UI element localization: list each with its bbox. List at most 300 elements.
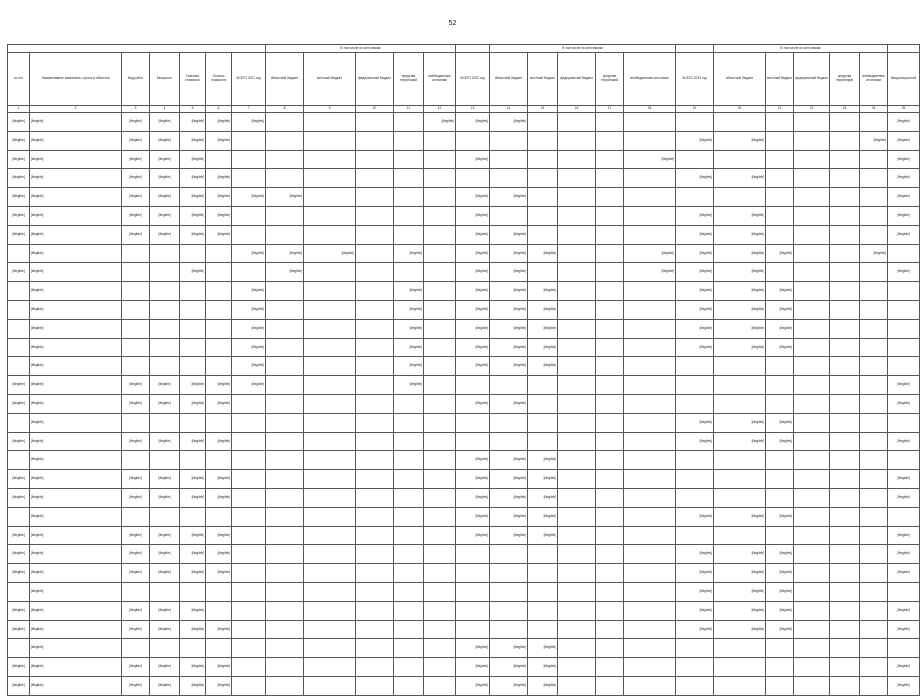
table-cell — [596, 225, 624, 244]
table-cell — [830, 601, 860, 620]
table-cell — [356, 432, 394, 451]
table-cell — [206, 507, 232, 526]
table-cell — [558, 601, 596, 620]
table-cell: [illegible] — [888, 526, 920, 545]
table-cell — [558, 188, 596, 207]
table-cell — [424, 639, 456, 658]
column-header: Мощность — [150, 53, 180, 106]
column-number: 16 — [558, 106, 596, 113]
table-cell: [illegible] — [30, 206, 122, 225]
table-cell — [596, 394, 624, 413]
table-cell — [528, 169, 558, 188]
table-cell — [304, 658, 356, 677]
table-cell: [illegible] — [528, 470, 558, 489]
table-cell: [illegible] — [888, 150, 920, 169]
table-cell — [596, 658, 624, 677]
table-cell: [illegible] — [8, 620, 30, 639]
table-cell — [232, 131, 266, 150]
table-cell: [illegible] — [122, 131, 150, 150]
table-cell — [676, 150, 714, 169]
table-cell — [624, 676, 676, 695]
table-cell — [860, 432, 888, 451]
table-cell: [illegible] — [206, 206, 232, 225]
table-cell — [624, 357, 676, 376]
table-cell: [illegible] — [30, 601, 122, 620]
table-cell — [266, 225, 304, 244]
table-cell — [794, 188, 830, 207]
table-row — [8, 676, 920, 695]
table-cell — [794, 357, 830, 376]
table-cell — [528, 150, 558, 169]
table-cell — [766, 451, 794, 470]
table-cell: [illegible] — [122, 601, 150, 620]
column-header: средства территорий — [596, 53, 624, 106]
table-cell — [830, 282, 860, 301]
table-cell: [illegible] — [206, 225, 232, 244]
table-row — [8, 131, 920, 150]
table-cell — [596, 169, 624, 188]
table-cell: [illegible] — [150, 620, 180, 639]
table-cell — [424, 131, 456, 150]
column-header: местный бюджет — [766, 53, 794, 106]
table-row — [8, 300, 920, 319]
table-cell — [424, 432, 456, 451]
table-cell — [424, 564, 456, 583]
table-cell — [558, 357, 596, 376]
table-cell: [illegible] — [860, 131, 888, 150]
table-cell: [illegible] — [456, 394, 490, 413]
table-cell — [206, 601, 232, 620]
table-cell: [illegible] — [232, 338, 266, 357]
table-cell: [illegible] — [206, 564, 232, 583]
table-cell — [456, 620, 490, 639]
table-cell: [illegible] — [30, 338, 122, 357]
column-header: федеральный бюджет — [794, 53, 830, 106]
table-cell: [illegible] — [8, 601, 30, 620]
table-cell — [860, 394, 888, 413]
table-cell — [596, 131, 624, 150]
table-cell — [888, 319, 920, 338]
table-cell — [232, 488, 266, 507]
table-cell — [456, 413, 490, 432]
table-cell — [424, 451, 456, 470]
table-cell — [232, 150, 266, 169]
table-cell — [490, 564, 528, 583]
table-cell — [8, 582, 30, 601]
table-cell — [794, 225, 830, 244]
table-cell — [150, 451, 180, 470]
table-cell — [356, 338, 394, 357]
column-number: 8 — [266, 106, 304, 113]
table-cell — [356, 282, 394, 301]
table-cell: [illegible] — [624, 150, 676, 169]
column-header: ВСЕГО 2021 год — [232, 53, 266, 106]
table-cell: [illegible] — [490, 338, 528, 357]
table-cell — [394, 263, 424, 282]
table-cell — [528, 206, 558, 225]
table-cell — [394, 601, 424, 620]
table-cell — [766, 526, 794, 545]
table-cell — [122, 319, 150, 338]
table-cell — [596, 376, 624, 395]
table-row — [8, 263, 920, 282]
table-cell — [304, 676, 356, 695]
table-cell — [528, 225, 558, 244]
table-cell — [304, 451, 356, 470]
table-cell: [illegible] — [206, 526, 232, 545]
table-cell — [860, 658, 888, 677]
table-cell: [illegible] — [888, 564, 920, 583]
table-cell: [illegible] — [714, 169, 766, 188]
table-cell: [illegible] — [8, 188, 30, 207]
table-cell — [794, 601, 830, 620]
table-cell — [794, 394, 830, 413]
table-cell: [illegible] — [528, 507, 558, 526]
column-number: 13 — [456, 106, 490, 113]
table-cell: [illegible] — [150, 394, 180, 413]
table-cell: [illegible] — [676, 131, 714, 150]
table-cell: [illegible] — [456, 319, 490, 338]
table-cell — [860, 319, 888, 338]
table-cell — [794, 338, 830, 357]
table-cell: [illegible] — [180, 470, 206, 489]
table-cell — [232, 451, 266, 470]
table-cell: [illegible] — [888, 188, 920, 207]
table-cell: [illegible] — [714, 620, 766, 639]
table-cell — [304, 150, 356, 169]
column-header: местный бюджет — [304, 53, 356, 106]
table-cell — [356, 601, 394, 620]
table-cell: [illegible] — [766, 338, 794, 357]
table-cell: [illegible] — [30, 225, 122, 244]
table-cell — [830, 676, 860, 695]
table-cell — [206, 282, 232, 301]
table-cell: [illegible] — [766, 300, 794, 319]
table-cell: [illegible] — [232, 244, 266, 263]
table-cell: [illegible] — [232, 300, 266, 319]
table-cell — [766, 470, 794, 489]
table-cell — [266, 357, 304, 376]
table-cell — [528, 564, 558, 583]
table-cell: [illegible] — [676, 169, 714, 188]
table-cell — [122, 582, 150, 601]
table-cell: [illegible] — [180, 658, 206, 677]
table-cell: [illegible] — [766, 507, 794, 526]
table-cell — [794, 169, 830, 188]
table-cell: [illegible] — [490, 451, 528, 470]
table-cell: [illegible] — [206, 620, 232, 639]
table-cell — [456, 545, 490, 564]
header-spacer-left — [8, 45, 266, 53]
table-cell: [illegible] — [714, 300, 766, 319]
table-cell: [illegible] — [150, 169, 180, 188]
table-cell — [714, 676, 766, 695]
table-cell: [illegible] — [266, 263, 304, 282]
table-cell: [illegible] — [180, 169, 206, 188]
column-number: 12 — [424, 106, 456, 113]
table-cell: [illegible] — [8, 526, 30, 545]
table-cell — [830, 394, 860, 413]
table-cell — [558, 470, 596, 489]
table-cell: [illegible] — [766, 601, 794, 620]
table-cell — [624, 507, 676, 526]
table-row — [8, 639, 920, 658]
table-cell: [illegible] — [888, 225, 920, 244]
table-cell — [180, 357, 206, 376]
table-cell: [illegible] — [676, 413, 714, 432]
table-cell — [356, 526, 394, 545]
table-cell — [596, 582, 624, 601]
table-cell — [304, 507, 356, 526]
table-cell — [830, 338, 860, 357]
table-cell — [794, 470, 830, 489]
table-cell: [illegible] — [30, 131, 122, 150]
table-cell: [illegible] — [180, 488, 206, 507]
table-cell — [528, 263, 558, 282]
table-cell — [860, 150, 888, 169]
table-cell: [illegible] — [122, 620, 150, 639]
table-cell — [150, 319, 180, 338]
table-cell: [illegible] — [30, 394, 122, 413]
table-cell — [266, 376, 304, 395]
table-cell: [illegible] — [676, 282, 714, 301]
table-cell: [illegible] — [30, 582, 122, 601]
table-cell: [illegible] — [30, 432, 122, 451]
table-cell: [illegible] — [394, 300, 424, 319]
table-cell — [424, 658, 456, 677]
table-cell: [illegible] — [456, 488, 490, 507]
table-cell: [illegible] — [150, 488, 180, 507]
table-cell — [830, 206, 860, 225]
table-cell: [illegible] — [888, 432, 920, 451]
table-cell — [394, 188, 424, 207]
table-cell — [180, 413, 206, 432]
table-cell — [266, 413, 304, 432]
table-cell: [illegible] — [30, 488, 122, 507]
table-cell — [424, 620, 456, 639]
table-cell: [illegible] — [714, 319, 766, 338]
header-group-2021: В том числе по источникам — [266, 45, 456, 53]
table-cell — [266, 394, 304, 413]
table-row — [8, 545, 920, 564]
table-cell — [356, 658, 394, 677]
table-cell — [558, 263, 596, 282]
table-cell: [illegible] — [456, 244, 490, 263]
table-cell: [illegible] — [180, 206, 206, 225]
table-cell: [illegible] — [714, 244, 766, 263]
table-cell: [illegible] — [8, 676, 30, 695]
table-cell — [266, 470, 304, 489]
table-cell — [424, 488, 456, 507]
table-cell — [624, 131, 676, 150]
table-cell: [illegible] — [180, 526, 206, 545]
table-cell: [illegible] — [8, 470, 30, 489]
column-header: внебюджетные источники — [860, 53, 888, 106]
table-cell — [714, 526, 766, 545]
column-header: Вид работ — [122, 53, 150, 106]
table-cell: [illegible] — [490, 188, 528, 207]
table-cell — [676, 658, 714, 677]
table-cell — [830, 113, 860, 132]
table-cell: [illegible] — [528, 338, 558, 357]
table-cell — [860, 582, 888, 601]
table-cell — [232, 394, 266, 413]
table-cell — [676, 488, 714, 507]
table-cell — [8, 507, 30, 526]
table-cell: [illegible] — [456, 188, 490, 207]
table-cell — [830, 131, 860, 150]
table-cell: [illegible] — [180, 188, 206, 207]
table-cell: [illegible] — [30, 376, 122, 395]
table-cell — [558, 282, 596, 301]
table-cell: [illegible] — [8, 206, 30, 225]
table-cell: [illegible] — [206, 545, 232, 564]
table-cell — [714, 470, 766, 489]
table-cell: [illegible] — [490, 244, 528, 263]
table-cell: [illegible] — [122, 188, 150, 207]
table-cell — [830, 432, 860, 451]
table-cell — [860, 169, 888, 188]
table-cell: [illegible] — [456, 658, 490, 677]
table-cell: [illegible] — [122, 206, 150, 225]
table-cell — [888, 582, 920, 601]
table-cell — [304, 488, 356, 507]
table-cell — [8, 300, 30, 319]
table-cell — [794, 244, 830, 263]
table-cell — [794, 526, 830, 545]
table-cell — [888, 451, 920, 470]
table-cell — [266, 564, 304, 583]
table-cell — [206, 338, 232, 357]
table-cell: [illegible] — [30, 507, 122, 526]
table-cell — [304, 282, 356, 301]
table-cell — [8, 244, 30, 263]
table-cell — [356, 639, 394, 658]
table-cell — [356, 676, 394, 695]
table-cell — [766, 658, 794, 677]
table-cell — [356, 263, 394, 282]
table-cell — [266, 639, 304, 658]
table-cell — [888, 413, 920, 432]
table-cell — [624, 413, 676, 432]
table-cell — [8, 357, 30, 376]
table-cell — [860, 188, 888, 207]
table-cell — [8, 451, 30, 470]
table-cell — [766, 639, 794, 658]
table-cell — [356, 582, 394, 601]
table-cell: [illegible] — [8, 376, 30, 395]
table-cell — [624, 470, 676, 489]
table-cell — [424, 413, 456, 432]
table-cell — [596, 188, 624, 207]
table-cell: [illegible] — [122, 225, 150, 244]
table-cell — [794, 282, 830, 301]
table-cell: [illegible] — [676, 225, 714, 244]
table-cell — [766, 206, 794, 225]
table-cell — [596, 113, 624, 132]
table-cell — [766, 676, 794, 695]
table-cell: [illegible] — [528, 300, 558, 319]
table-cell — [794, 300, 830, 319]
table-cell — [266, 113, 304, 132]
table-row — [8, 432, 920, 451]
table-cell: [illegible] — [714, 206, 766, 225]
table-cell — [830, 488, 860, 507]
table-cell: [illegible] — [122, 376, 150, 395]
table-cell — [624, 601, 676, 620]
table-cell: [illegible] — [714, 338, 766, 357]
table-cell — [528, 394, 558, 413]
table-cell — [150, 338, 180, 357]
table-cell — [714, 150, 766, 169]
table-cell: [illegible] — [490, 319, 528, 338]
table-cell: [illegible] — [180, 545, 206, 564]
table-cell — [860, 526, 888, 545]
table-cell: [illegible] — [8, 488, 30, 507]
table-cell: [illegible] — [766, 413, 794, 432]
table-cell: [illegible] — [150, 601, 180, 620]
table-cell: [illegible] — [490, 488, 528, 507]
table-cell: [illegible] — [122, 658, 150, 677]
table-cell: [illegible] — [30, 451, 122, 470]
table-cell — [624, 225, 676, 244]
table-cell: [illegible] — [122, 488, 150, 507]
table-cell — [558, 319, 596, 338]
table-cell — [266, 432, 304, 451]
table-cell — [8, 413, 30, 432]
table-cell — [266, 545, 304, 564]
table-cell — [558, 413, 596, 432]
table-cell: [illegible] — [528, 676, 558, 695]
table-cell — [794, 545, 830, 564]
table-cell: [illegible] — [30, 169, 122, 188]
table-cell: [illegible] — [180, 263, 206, 282]
table-cell — [266, 676, 304, 695]
table-cell — [232, 676, 266, 695]
column-header: Ввод мощностей — [888, 53, 920, 106]
table-cell — [424, 282, 456, 301]
table-cell — [150, 244, 180, 263]
table-cell: [illegible] — [150, 131, 180, 150]
table-cell — [624, 338, 676, 357]
table-cell — [766, 225, 794, 244]
table-cell — [794, 620, 830, 639]
table-cell — [888, 282, 920, 301]
column-number: 18 — [624, 106, 676, 113]
column-header: ВСЕГО 2022 год — [456, 53, 490, 106]
table-cell — [860, 206, 888, 225]
column-header: федеральный бюджет — [356, 53, 394, 106]
table-cell — [558, 338, 596, 357]
table-cell — [676, 639, 714, 658]
table-cell — [304, 225, 356, 244]
column-header: местный бюджет — [528, 53, 558, 106]
table-cell — [860, 451, 888, 470]
table-cell — [232, 639, 266, 658]
table-cell — [266, 300, 304, 319]
table-cell — [676, 526, 714, 545]
table-cell — [304, 357, 356, 376]
table-cell — [206, 451, 232, 470]
table-cell — [860, 413, 888, 432]
table-cell: [illegible] — [766, 545, 794, 564]
table-cell: [illegible] — [676, 338, 714, 357]
table-cell: [illegible] — [206, 394, 232, 413]
table-cell: [illegible] — [676, 206, 714, 225]
table-cell — [558, 676, 596, 695]
column-number: 15 — [528, 106, 558, 113]
table-cell — [624, 526, 676, 545]
